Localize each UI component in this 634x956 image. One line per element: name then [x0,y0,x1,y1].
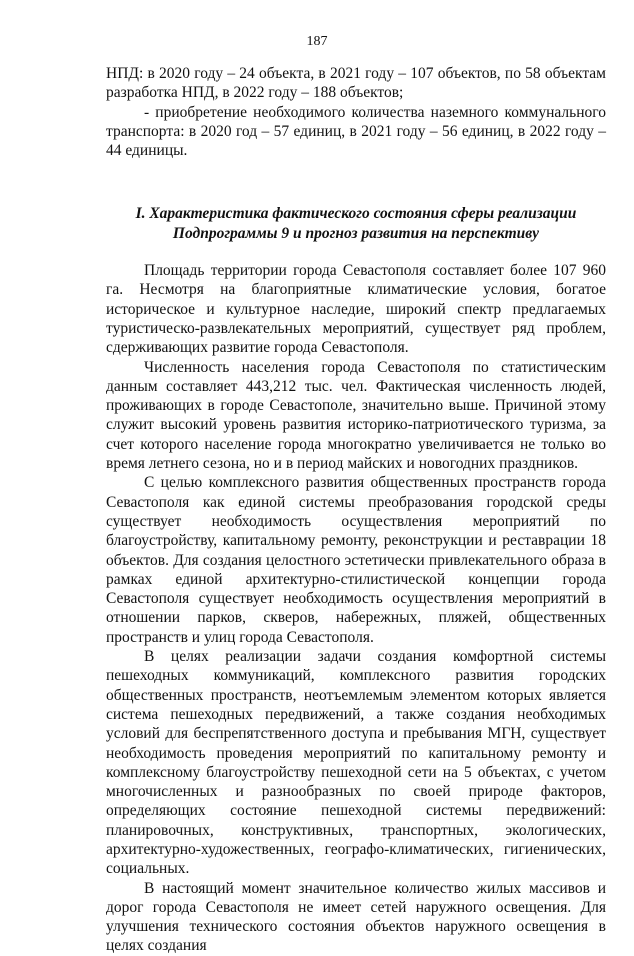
body-paragraph: В целях реализации задачи создания комфортной системы пешеходных коммуникаций, комплексного развития городских общественных пространств, неотъемлемым элементом которых является система пешеходных передвижений, а также создания необходимых условий для беспрепятственного доступа и пребывания МГН, существует необходимость проведения мероприятий по капитальному ремонту и комплексному благоустройству пешеходной сети на 5 объектах, с учетом многочисленных и разнообразных по своей природе факторов, определяющих состояние пешеходной системы передвижений: планировочных, конструктивных, транспортных, экологических, архитектурно-художественных, географо-климатических, гигиенических, социальных. [106,648,606,878]
section-heading [106,204,606,243]
intro-list-item: - приобретение необходимого количества наземного коммунального транспорта: в 2020 год – 57 единиц, в 2021 году – 56 единиц, в 2022 году – 44 единицы. [106,103,606,160]
body-paragraph: Численность населения города Севастополя по статистическим данным составляет 443,212 тыс. чел. Фактическая численность людей, проживающих в городе Севастополе, значительно выше. Причиной этому служит высокий уровень развития историко-патриотического туризма, за счет которого население города многократно увеличивается не только во время летнего сезона, но и в период майских и новогодних праздников. [106,358,606,473]
body-paragraph: С целью комплексного развития общественных пространств города Севастополя как единой системы преобразования городской среды существует необходимость осуществления мероприятий по благоустройству, капитальному ремонту, реконструкции и реставрации 18 объектов. Для создания целостного эстетически привлекательного образа в рамках единой архитектурно-стилистической концепции города Севастополя существует необходимость осуществления мероприятий в отношении парков, скверов, набережных, пляжей, общественных пространств и улиц города Севастополя. [106,474,606,646]
page-number: 187 [306,34,328,49]
body-paragraph: В настоящий момент значительное количество жилых массивов и дорог города Севастополя не имеет сетей наружного освещения. Для улучшения технического состояния объектов наружного освещения в целях создания [106,879,606,955]
body-paragraph: Площадь территории города Севастополя составляет более 107 960 га. Несмотря на благоприятные климатические условия, богатое историческое и культурное наследие, широкий спектр предлагаемых туристическо-развлекательных мероприятий, существует ряд проблем, сдерживающих развитие города Севастополя. [106,262,606,357]
intro-paragraph: НПД: в 2020 году – 24 объекта, в 2021 году – 107 объектов, по 58 объектам разработка НПД, в 2022 году – 188 объектов; [106,65,606,102]
section-heading-line: Подпрограммы 9 и прогноз развития на перспективу [172,224,540,242]
section-heading-line: I. Характеристика фактического состояния сферы реализации [135,205,577,223]
document-body [106,64,606,956]
